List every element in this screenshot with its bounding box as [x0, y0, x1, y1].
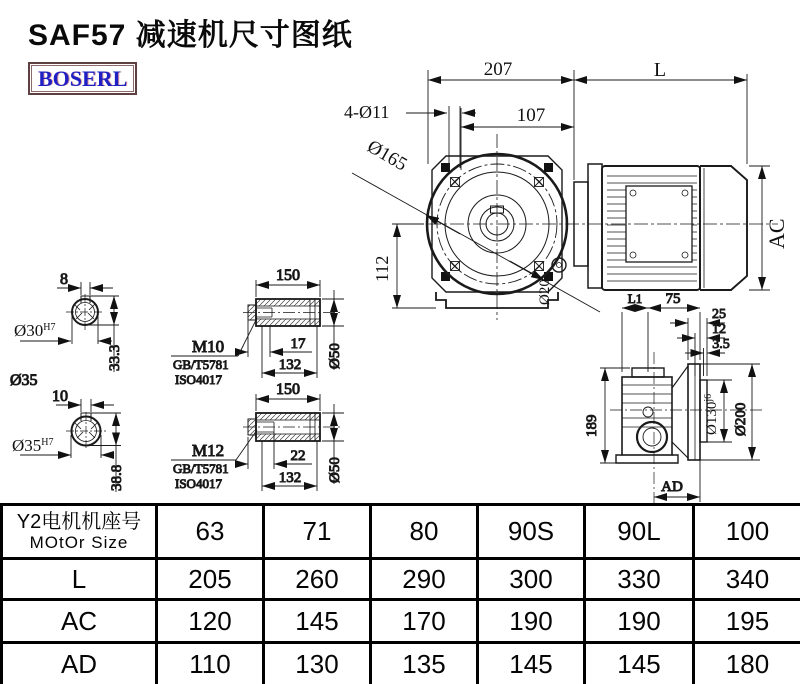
hollow-shaft-2	[171, 381, 344, 491]
dim-112-label: 112	[372, 255, 392, 282]
sideview-ad-label: AD	[661, 479, 683, 495]
cs1-bore-label: $Ø30^{H7}$	[14, 321, 56, 340]
AC-63: 120	[157, 600, 264, 643]
table-header-motor-size	[2, 505, 157, 559]
dim-bolt-holes-label: 4-Ø11	[344, 102, 390, 122]
cs1-key-width-label: 8	[60, 271, 68, 288]
sideview-25-label: 25	[712, 307, 726, 322]
shaft2-std-gb-label: GB/T5781	[173, 461, 229, 476]
motor-size-label-en: MOtOr Size	[29, 532, 129, 552]
L-71: 260	[264, 559, 371, 600]
shaft2-length-label: 150	[276, 381, 300, 398]
size-90l: 90L	[585, 505, 694, 559]
sideview-3-5-label: 3.5	[712, 337, 730, 352]
sideview-spigot-label: $Ø130^{j6}$	[703, 393, 720, 435]
L-80: 290	[371, 559, 478, 600]
page-title: SAF57 减速机尺寸图纸	[28, 19, 353, 52]
L-90s: 300	[478, 559, 585, 600]
cross-section-1	[10, 271, 123, 389]
shaft1-od-label: Ø50	[327, 343, 343, 369]
L-63: 205	[157, 559, 264, 600]
sideview-75-label: 75	[665, 291, 681, 307]
AD-90s: 145	[478, 643, 585, 684]
cs1-shaft-label: Ø35	[10, 372, 38, 389]
AD-100: 180	[694, 643, 800, 684]
dimension-table	[0, 503, 800, 684]
table-row-L	[2, 559, 800, 600]
shaft2-std-iso-label: ISO4017	[175, 476, 222, 491]
AD-80: 135	[371, 643, 478, 684]
size-90s: 90S	[478, 505, 585, 559]
dim-flange-dia-label: Ø165	[363, 136, 411, 176]
L-100: 340	[694, 559, 800, 600]
front-view-labels	[344, 59, 789, 305]
sideview-189-label: 189	[584, 414, 600, 437]
dim-plug-label: Ø20	[537, 279, 553, 305]
cs1-key-depth-label: 33.3	[107, 344, 123, 371]
sideview-flange-label: Ø200	[733, 402, 749, 436]
AD-71: 130	[264, 643, 371, 684]
size-100: 100	[694, 505, 800, 559]
table-header-row	[2, 505, 800, 559]
dim-207-label: 207	[483, 59, 513, 80]
AC-90s: 190	[478, 600, 585, 643]
shaft1-bolt-label: M10	[192, 337, 225, 356]
L-90l: 330	[585, 559, 694, 600]
shaft1-std-gb-label: GB/T5781	[173, 357, 229, 372]
shaft1-std-iso-label: ISO4017	[175, 372, 222, 387]
AC-71: 145	[264, 600, 371, 643]
hollow-shaft-1	[171, 267, 344, 387]
table-row-AC	[2, 600, 800, 643]
AC-80: 170	[371, 600, 478, 643]
row-label-AD: AD	[2, 643, 157, 684]
dim-L-label: L	[653, 59, 667, 81]
dim-AC-label: AC	[764, 218, 789, 249]
front-view-dimensions	[352, 70, 770, 312]
shaft2-thread-depth-label: 22	[290, 448, 306, 464]
shaft2-bolt-label: M12	[192, 441, 225, 460]
AC-90l: 190	[585, 600, 694, 643]
AC-100: 195	[694, 600, 800, 643]
row-label-L: L	[2, 559, 157, 600]
cross-section-2	[12, 388, 125, 492]
cs2-key-depth-label: 38.8	[109, 464, 125, 491]
size-71: 71	[264, 505, 371, 559]
sideview-l1-label: L1	[627, 291, 643, 306]
shaft2-od-label: Ø50	[327, 457, 343, 483]
motor-size-label-cn: Y2电机机座号	[16, 510, 142, 533]
table-row-AD	[2, 643, 800, 684]
cs2-key-width-label: 10	[52, 388, 68, 405]
row-label-AC: AC	[2, 600, 157, 643]
shaft1-thread-depth-label: 17	[290, 336, 306, 352]
shaft1-length-label: 150	[276, 267, 300, 284]
AD-90l: 145	[585, 643, 694, 684]
cs2-bore-label: $Ø35^{H7}$	[12, 436, 54, 455]
size-63: 63	[157, 505, 264, 559]
side-view	[584, 291, 764, 505]
sideview-12-label: 12	[712, 322, 726, 337]
size-80: 80	[371, 505, 478, 559]
shaft2-bore-depth-label: 132	[278, 470, 302, 486]
dim-107-label: 107	[516, 105, 546, 126]
shaft1-bore-depth-label: 132	[278, 357, 302, 373]
AD-63: 110	[157, 643, 264, 684]
brand-logo-text: BOSERL	[38, 66, 128, 91]
